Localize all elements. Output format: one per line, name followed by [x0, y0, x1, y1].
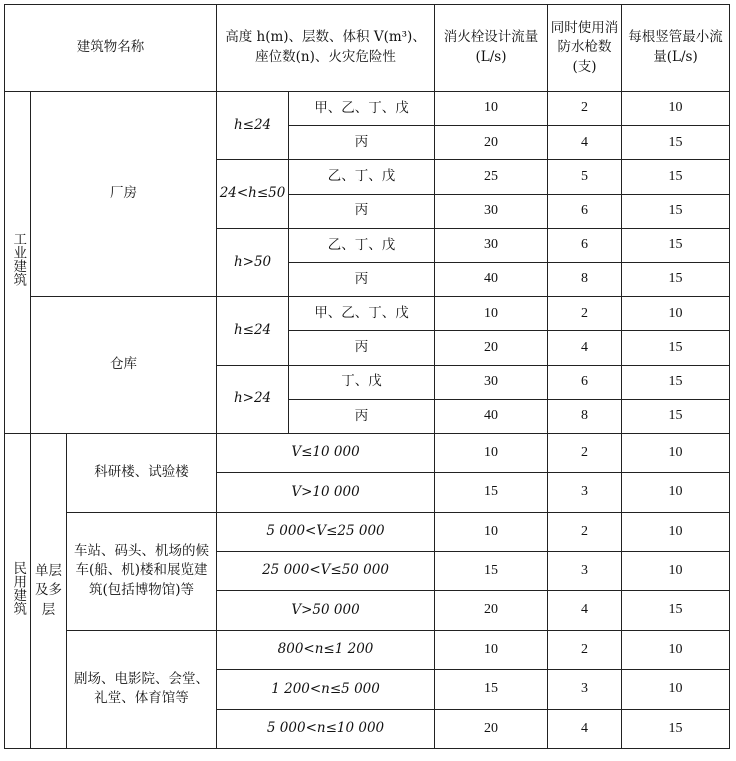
- civil-label: [5, 433, 31, 748]
- condition-cell: 800<n≤1 200: [217, 630, 435, 669]
- flow-cell: 10: [435, 92, 548, 126]
- flow-cell: 30: [435, 228, 548, 262]
- industrial-label-text: 工业建筑: [10, 232, 27, 287]
- flow-cell: 40: [435, 262, 548, 296]
- guns-cell: 8: [548, 399, 622, 433]
- condition-cell: V≤10 000: [217, 433, 435, 472]
- guns-cell: 5: [548, 160, 622, 194]
- guns-cell: 6: [548, 365, 622, 399]
- header-params: 高度 h(m)、层数、体积 V(m³)、座位数(n)、火灾危险性: [217, 5, 435, 92]
- min-flow-cell: 15: [622, 160, 730, 194]
- risk-cell: 丙: [289, 331, 435, 365]
- table-row: [5, 297, 730, 331]
- flow-cell: 25: [435, 160, 548, 194]
- condition-cell: 1 200<n≤5 000: [217, 670, 435, 709]
- risk-cell: 甲、乙、丁、戊: [289, 297, 435, 331]
- min-flow-cell: 15: [622, 331, 730, 365]
- height-cell: h≤24: [217, 92, 289, 160]
- table-row: [5, 92, 730, 126]
- risk-cell: 乙、丁、戊: [289, 228, 435, 262]
- flow-cell: 10: [435, 433, 548, 472]
- flow-cell: 40: [435, 399, 548, 433]
- flow-cell: 20: [435, 331, 548, 365]
- building-type-cell: 科研楼、试验楼: [67, 433, 217, 512]
- guns-cell: 4: [548, 591, 622, 630]
- guns-cell: 8: [548, 262, 622, 296]
- guns-cell: 6: [548, 194, 622, 228]
- risk-cell: 丙: [289, 126, 435, 160]
- flow-cell: 10: [435, 512, 548, 551]
- min-flow-cell: 10: [622, 297, 730, 331]
- min-flow-cell: 10: [622, 670, 730, 709]
- min-flow-cell: 10: [622, 512, 730, 551]
- guns-cell: 2: [548, 92, 622, 126]
- height-cell: h>24: [217, 365, 289, 433]
- civil-sublabel: 单层及多层: [31, 433, 67, 748]
- building-type-cell: 车站、码头、机场的候车(船、机)楼和展览建筑(包括博物馆)等: [67, 512, 217, 630]
- condition-cell: V>50 000: [217, 591, 435, 630]
- flow-cell: 20: [435, 591, 548, 630]
- table-row: [5, 433, 730, 472]
- flow-cell: 30: [435, 365, 548, 399]
- flow-cell: 15: [435, 473, 548, 512]
- guns-cell: 4: [548, 126, 622, 160]
- guns-cell: 3: [548, 552, 622, 591]
- flow-cell: 15: [435, 670, 548, 709]
- height-cell: 24<h≤50: [217, 160, 289, 228]
- guns-cell: 6: [548, 228, 622, 262]
- table-row: [5, 512, 730, 551]
- min-flow-cell: 15: [622, 126, 730, 160]
- flow-cell: 15: [435, 552, 548, 591]
- min-flow-cell: 15: [622, 262, 730, 296]
- min-flow-cell: 15: [622, 194, 730, 228]
- height-cell: h>50: [217, 228, 289, 296]
- guns-cell: 4: [548, 709, 622, 748]
- risk-cell: 乙、丁、戊: [289, 160, 435, 194]
- min-flow-cell: 10: [622, 92, 730, 126]
- risk-cell: 丙: [289, 194, 435, 228]
- flow-cell: 20: [435, 126, 548, 160]
- flow-cell: 20: [435, 709, 548, 748]
- risk-cell: 丁、戊: [289, 365, 435, 399]
- guns-cell: 3: [548, 473, 622, 512]
- table-row: [5, 630, 730, 669]
- min-flow-cell: 10: [622, 552, 730, 591]
- header-design-flow: 消火栓设计流量(L/s): [435, 5, 548, 92]
- header-row: [5, 5, 730, 92]
- guns-cell: 2: [548, 512, 622, 551]
- min-flow-cell: 15: [622, 709, 730, 748]
- header-min-flow: 每根竖管最小流量(L/s): [622, 5, 730, 92]
- header-building-name: 建筑物名称: [5, 5, 217, 92]
- flow-cell: 30: [435, 194, 548, 228]
- risk-cell: 甲、乙、丁、戊: [289, 92, 435, 126]
- min-flow-cell: 15: [622, 591, 730, 630]
- risk-cell: 丙: [289, 399, 435, 433]
- min-flow-cell: 10: [622, 433, 730, 472]
- min-flow-cell: 15: [622, 228, 730, 262]
- warehouse-label: 仓库: [31, 297, 217, 434]
- min-flow-cell: 10: [622, 473, 730, 512]
- risk-cell: 丙: [289, 262, 435, 296]
- fire-hydrant-flow-table: [4, 4, 730, 749]
- min-flow-cell: 10: [622, 630, 730, 669]
- condition-cell: 25 000<V≤50 000: [217, 552, 435, 591]
- factory-label: 厂房: [31, 92, 217, 297]
- min-flow-cell: 15: [622, 365, 730, 399]
- condition-cell: V>10 000: [217, 473, 435, 512]
- guns-cell: 2: [548, 630, 622, 669]
- condition-cell: 5 000<V≤25 000: [217, 512, 435, 551]
- flow-cell: 10: [435, 297, 548, 331]
- min-flow-cell: 15: [622, 399, 730, 433]
- guns-cell: 3: [548, 670, 622, 709]
- guns-cell: 2: [548, 433, 622, 472]
- industrial-label: [5, 92, 31, 434]
- guns-cell: 4: [548, 331, 622, 365]
- guns-cell: 2: [548, 297, 622, 331]
- header-simultaneous-guns: 同时使用消防水枪数(支): [548, 5, 622, 92]
- condition-cell: 5 000<n≤10 000: [217, 709, 435, 748]
- building-type-cell: 剧场、电影院、会堂、礼堂、体育馆等: [67, 630, 217, 748]
- civil-label-text: 民用建筑: [10, 560, 27, 615]
- flow-cell: 10: [435, 630, 548, 669]
- height-cell: h≤24: [217, 297, 289, 365]
